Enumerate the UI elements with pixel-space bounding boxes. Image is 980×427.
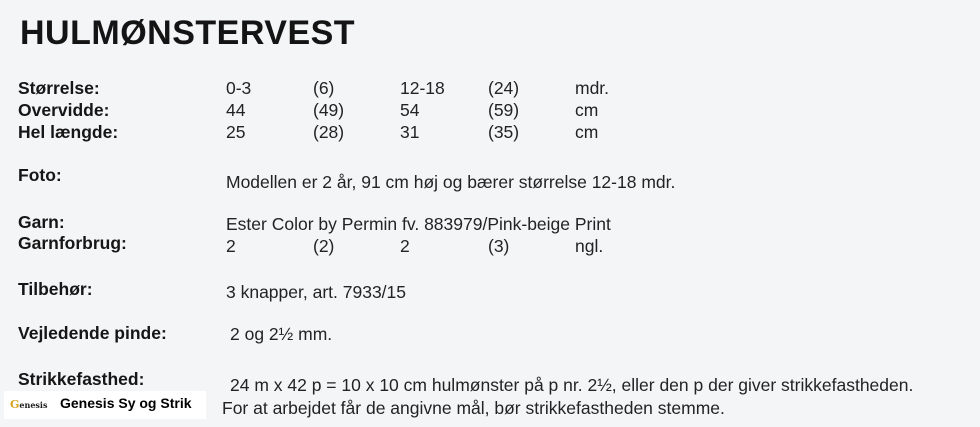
length-value: 25 [226, 122, 246, 142]
size-value: (6) [313, 78, 335, 98]
gauge-line-2: For at arbejdet får de angivne mål, bør strikkefastheden stemme. [222, 398, 725, 418]
genesis-logo-name: Genesis Sy og Strik [60, 395, 192, 411]
length-label: Hel længde: [18, 122, 119, 142]
yarn-usage-unit: ngl. [575, 236, 604, 256]
length-value: (28) [313, 122, 345, 142]
photo-label: Foto: [18, 165, 62, 185]
yarn-text: Ester Color by Permin fv. 883979/Pink-beige Print [226, 214, 611, 234]
width-label: Overvidde: [18, 100, 110, 120]
needles-label: Vejledende pinde: [18, 323, 167, 343]
yarn-usage-label: Garnforbrug: [18, 233, 127, 253]
gauge-label: Strikkefasthed: [18, 369, 145, 389]
yarn-usage-value: (2) [313, 236, 335, 256]
needles-text: 2 og 2½ mm. [230, 324, 333, 344]
width-value: (49) [313, 100, 345, 120]
length-unit: cm [575, 122, 599, 142]
genesis-logo [4, 391, 206, 419]
photo-text: Modellen er 2 år, 91 cm høj og bærer størrelse 12-18 mdr. [226, 172, 676, 192]
pattern-title: HULMØNSTERVEST [20, 14, 356, 52]
genesis-logo-mark: Genesis [10, 398, 48, 411]
width-value: 54 [400, 100, 420, 120]
accessories-text: 3 knapper, art. 7933/15 [226, 282, 406, 302]
size-value: 0-3 [226, 78, 252, 98]
length-value: 31 [400, 122, 420, 142]
gauge-line-1: 24 m x 42 p = 10 x 10 cm hulmønster på p nr. 2½, eller den p der giver strikkefastheden. [230, 375, 914, 395]
yarn-label: Garn: [18, 212, 65, 232]
sizes-label: Størrelse: [18, 78, 100, 98]
width-unit: cm [575, 100, 599, 120]
size-value: 12-18 [400, 78, 445, 98]
width-value: (59) [488, 100, 520, 120]
width-value: 44 [226, 100, 246, 120]
yarn-usage-value: 2 [400, 236, 410, 256]
length-value: (35) [488, 122, 520, 142]
yarn-usage-value: 2 [226, 236, 236, 256]
yarn-usage-value: (3) [488, 236, 510, 256]
sizes-unit: mdr. [575, 78, 610, 98]
accessories-label: Tilbehør: [18, 279, 93, 299]
size-value: (24) [488, 78, 520, 98]
